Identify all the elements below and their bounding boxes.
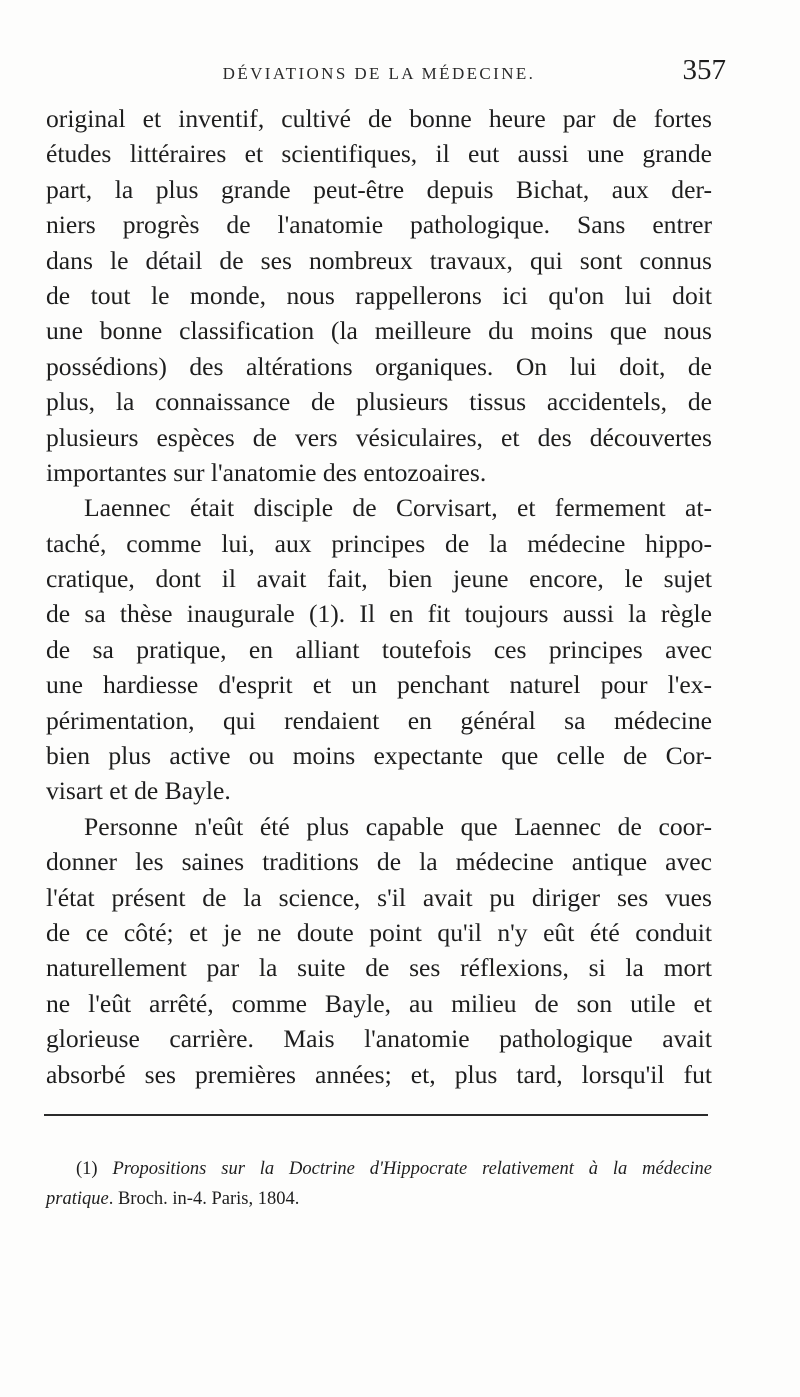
running-title: DÉVIATIONS DE LA MÉDECINE.: [222, 64, 536, 83]
text-line: glorieuse carrière. Mais l'anatomie pathologique avait: [46, 1024, 712, 1054]
footnote-details: . Broch. in-4. Paris, 1804.: [108, 1189, 300, 1209]
text-line: l'état présent de la science, s'il avait pu diriger ses vues: [46, 882, 712, 912]
running-head: [46, 54, 726, 92]
text-line: visart et de Bayle.: [46, 776, 231, 806]
body-text: [46, 101, 712, 1092]
text-line: dans le détail de ses nombreux travaux, qui sont connus: [46, 245, 712, 275]
text-line: de sa thèse inaugurale (1). Il en fit toujours aussi la règle: [46, 599, 712, 629]
text-line: part, la plus grande peut-être depuis Bichat, aux der-: [46, 174, 712, 204]
footnote-divider: [44, 1114, 708, 1116]
text-line: une bonne classification (la meilleure du moins que nous: [46, 316, 712, 346]
text-line: une hardiesse d'esprit et un penchant naturel pour l'ex-: [46, 670, 712, 700]
footnote-marker: (1): [76, 1159, 98, 1179]
text-line: de sa pratique, en alliant toutefois ces principes avec: [46, 634, 712, 664]
text-line: de ce côté; et je ne doute point qu'il n'y eût été conduit: [46, 917, 712, 947]
text-line: de tout le monde, nous rappellerons ici qu'on lui doit: [46, 280, 712, 310]
text-line: plusieurs espèces de vers vésiculaires, et des découvertes: [46, 422, 712, 452]
footnote-title: Propositions sur la Doctrine d'Hippocrate relativement à la médecine: [112, 1159, 712, 1179]
text-line: absorbé ses premières années; et, plus tard, lorsqu'il fut: [46, 1059, 712, 1089]
text-line: original et inventif, cultivé de bonne heure par de fortes: [46, 104, 712, 133]
footnote-title-end: pratique: [46, 1189, 109, 1209]
text-line: bien plus active ou moins expectante que celle de Cor-: [46, 741, 712, 771]
text-line: possédions) des altérations organiques. On lui doit, de: [46, 351, 712, 381]
paragraph-first-line: Laennec était disciple de Corvisart, et fermement at-: [84, 493, 712, 523]
text-line: donner les saines traditions de la médecine antique avec: [46, 847, 712, 877]
footnote-line: [46, 1184, 712, 1214]
text-line: périmentation, qui rendaient en général sa médecine: [46, 705, 712, 735]
text-line: cratique, dont il avait fait, bien jeune encore, le sujet: [46, 564, 712, 594]
text-line: importantes sur l'anatomie des entozoaires.: [46, 457, 487, 487]
text-line: études littéraires et scientifiques, il eut aussi une grande: [46, 139, 712, 169]
footnote: [46, 1154, 712, 1214]
footnote-line: [46, 1154, 712, 1184]
page-number: 357: [682, 54, 726, 86]
text-line: taché, comme lui, aux principes de la médecine hippo-: [46, 528, 712, 558]
text-line: plus, la connaissance de plusieurs tissus accidentels, de: [46, 387, 712, 417]
paragraph-first-line: Personne n'eût été plus capable que Laennec de coor-: [84, 811, 712, 841]
text-line: niers progrès de l'anatomie pathologique. Sans entrer: [46, 210, 712, 240]
text-line: naturellement par la suite de ses réflexions, si la mort: [46, 953, 712, 983]
text-line: ne l'eût arrêté, comme Bayle, au milieu de son utile et: [46, 988, 712, 1018]
